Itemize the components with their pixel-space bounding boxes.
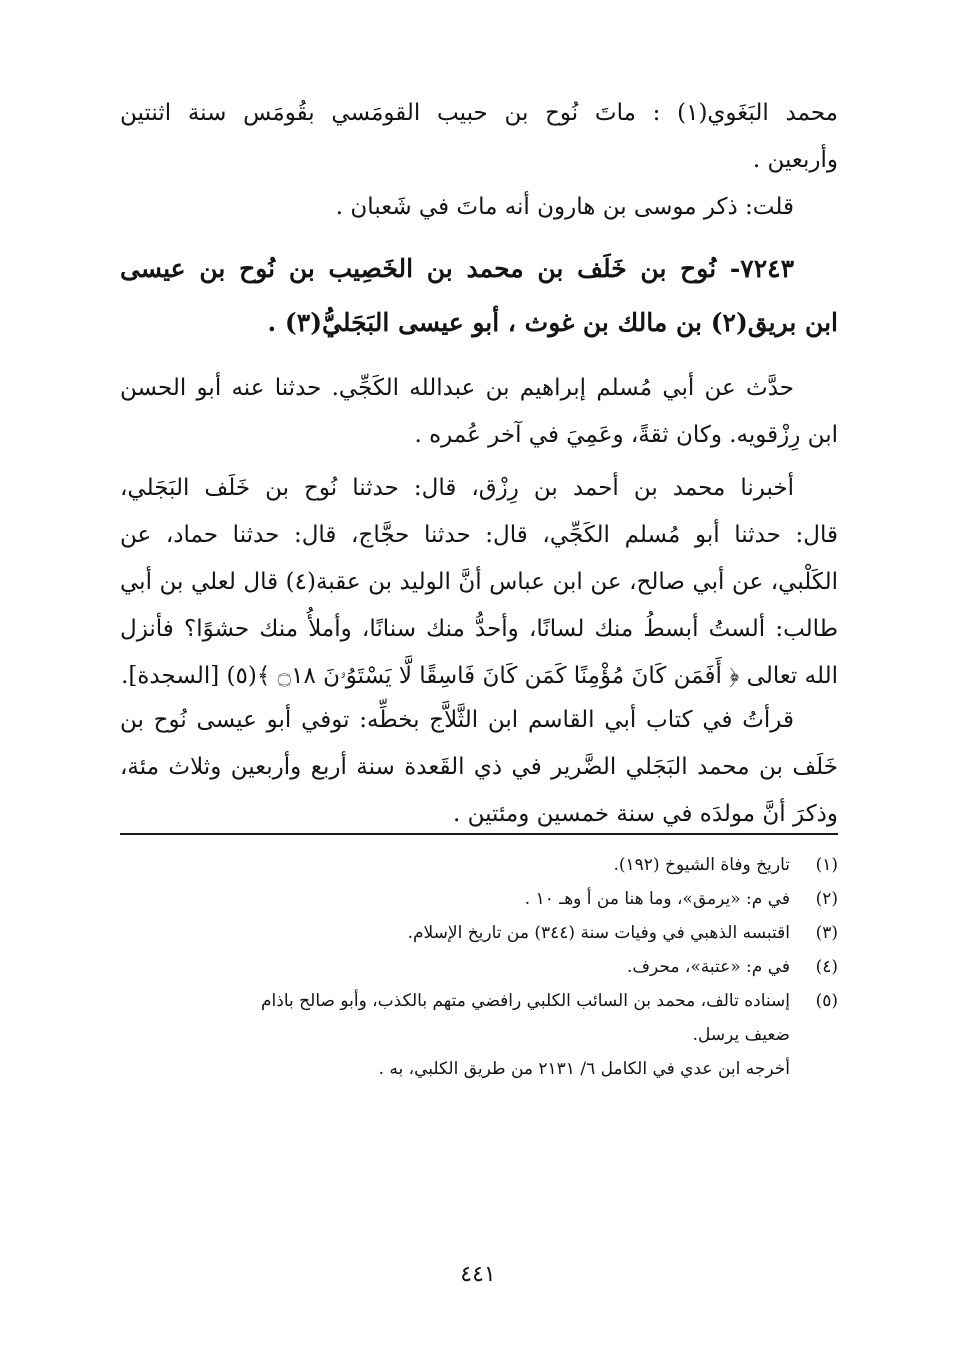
text-line: خَلَف بن محمد البَجَلي الضَّرير في ذي القَعدة سنة أربع وأربعين وثلاث مئة، — [120, 754, 838, 780]
text-line: الكَلْبي، عن أبي صالح، عن ابن عباس أنَّ الوليد بن عقبة(٤) قال لعلي بن أبي — [120, 569, 838, 595]
footnote-item — [120, 916, 838, 950]
footnote-text: في م: «عتبة»، محرف. — [626, 957, 790, 977]
paragraph-death-date — [120, 697, 838, 838]
text-line: حدَّث عن أبي مُسلم إبراهيم بن عبدالله الكَجِّي. حدثنا عنه أبو الحسن — [120, 375, 794, 401]
intro-paragraph — [120, 90, 838, 231]
footnote-text: تاريخ وفاة الشيوخ (١٩٢). — [613, 855, 790, 875]
heading-line: ابن بريق(٢) بن مالك بن غوث ، أبو عيسى البَجَليُّ(٣) . — [267, 308, 838, 337]
paragraph-narration — [120, 365, 838, 459]
text-line: أخبرنا محمد بن أحمد بن رِزْق، قال: حدثنا نُوح بن خَلَف البَجَلي، — [120, 475, 794, 501]
footnote-divider — [120, 833, 838, 835]
text-line: قرأتُ في كتاب أبي القاسم ابن الثَّلاَّج بخطِّه: توفي أبو عيسى نُوح بن — [120, 707, 794, 733]
footnote-continuation: أخرجه ابن عدي في الكامل ٦/ ٢١٣١ من طريق الكلبي، به . — [378, 1059, 790, 1079]
text-line: قلت: ذكر موسى بن هارون أنه ماتَ في شَعبان . — [335, 194, 794, 220]
text-line: محمد البَغَوي(١) : ماتَ نُوح بن حبيب القومَسي بقُومَس سنة اثنتين — [120, 100, 839, 126]
text-line: ابن رِزْقويه. وكان ثقةً، وعَمِيَ في آخر عُمره . — [414, 422, 838, 448]
footnote-text: اقتبسه الذهبي في وفيات سنة (٣٤٤) من تاريخ الإسلام. — [407, 923, 790, 943]
text-line: الله تعالى ﴿ أَفَمَن كَانَ مُؤْمِنًا كَمَن كَانَ فَاسِقًا لَّا يَسْتَوُۥنَ ۝١٨ ﴾(٥) [السجدة]. — [121, 663, 838, 689]
paragraph-hadith — [120, 465, 838, 700]
footnote-text: إسناده تالف، محمد بن السائب الكلبي رافضي متهم بالكذب، وأبو صالح باذام — [261, 991, 790, 1011]
footnote-number: (٣) — [815, 923, 838, 943]
heading-line: ٧٢٤٣- نُوح بن خَلَف بن محمد بن الخَصِيب بن نُوح بن عيسى — [120, 254, 794, 283]
footnote-continuation: ضعيف يرسل. — [692, 1025, 790, 1045]
text-line: وأربعين . — [752, 147, 838, 173]
text-line: وذكرَ أنَّ مولدَه في سنة خمسين ومئتين . — [452, 801, 838, 827]
page-number: ٤٤١ — [460, 1262, 496, 1287]
footnote-text: في م: «يرمق»، وما هنا من أ وهـ ١٠ . — [524, 889, 790, 909]
footnote-item — [120, 848, 838, 882]
footnote-item — [120, 950, 838, 984]
footnote-item — [120, 984, 838, 1018]
footnote-number: (٥) — [815, 991, 838, 1011]
text-line: طالب: ألستُ أبسطُ منك لسانًا، وأحدُّ منك سنانًا، وأملأُ منك حشوًا؟ فأنزل — [120, 616, 838, 642]
text-line: قال: حدثنا أبو مُسلم الكَجِّي، قال: حدثنا حجَّاج، قال: حدثنا حماد، عن — [120, 522, 838, 548]
entry-heading — [120, 242, 838, 350]
footnotes — [120, 848, 838, 1086]
footnote-number: (٤) — [815, 957, 838, 977]
footnote-number: (٢) — [815, 889, 838, 909]
footnote-item — [120, 882, 838, 916]
footnote-number: (١) — [815, 855, 838, 875]
